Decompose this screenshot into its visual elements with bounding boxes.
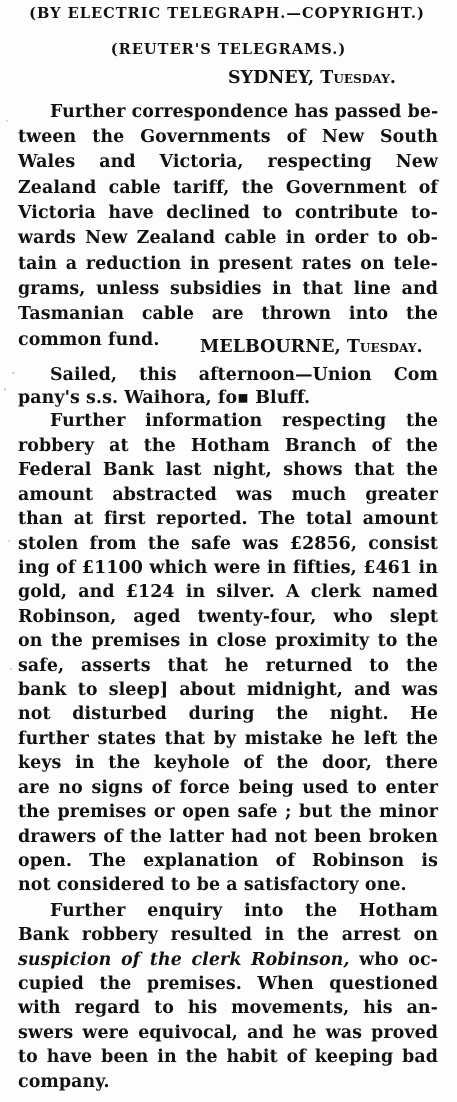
paragraph-line: amount abstracted was much greater <box>18 484 438 505</box>
paragraph-line: gold, and £124 in silver. A clerk named <box>18 582 438 603</box>
line-continuation: who oc- <box>349 949 438 970</box>
paragraph-line: on the premises in close proximity to the <box>18 631 438 652</box>
paragraph-line: are no signs of force being used to enter <box>18 777 438 798</box>
ink-speck <box>12 372 15 374</box>
reuters-heading: (REUTER'S TELEGRAMS.) <box>110 40 347 58</box>
paragraph-line <box>18 948 438 972</box>
paragraph-line: Robinson, aged twenty-four, who slept <box>18 606 438 627</box>
melbourne-dateline: MELBOURNE, Tuesday. <box>200 337 423 358</box>
paragraph-line: to have been in the habit of keeping bad <box>18 1047 438 1068</box>
paragraph-line: swers were equivocal, and he was proved <box>18 1022 438 1043</box>
paragraph-line: pany's s.s. Waihora, fo▪ Bluff. <box>18 388 311 408</box>
paragraph-line: common fund. <box>18 329 160 350</box>
paragraph-line: Further information respecting the <box>50 411 438 432</box>
paragraph-line: keys in the keyhole of the door, there <box>18 753 438 774</box>
paragraph-line: Wales and Victoria, respecting New <box>18 152 438 173</box>
paragraph-line: tween the Governments of New South <box>18 126 438 147</box>
sydney-dateline: SYDNEY, Tuesday. <box>228 67 397 88</box>
paragraph-line: open. The explanation of Robinson is <box>18 850 438 871</box>
paragraph-line: not disturbed during the night. He <box>18 704 438 725</box>
paragraph-line: tain a reduction in present rates on tele- <box>18 253 438 274</box>
paragraph-line: safe, asserts that he returned to the <box>18 655 438 676</box>
paragraph-line: cupied the premises. When questioned <box>18 973 438 994</box>
paragraph-line: Zealand cable tariff, the Government of <box>18 177 438 198</box>
paragraph-line: ing of £1100 which were in fifties, £461 in <box>18 557 438 578</box>
paragraph-line: with regard to his movements, his an- <box>18 998 438 1019</box>
paragraph-line: company. <box>18 1071 110 1092</box>
copyright-heading: (BY ELECTRIC TELEGRAPH.—COPYRIGHT.) <box>29 4 425 22</box>
paragraph-line: Sailed, this afternoon—Union Com <box>50 364 438 385</box>
ink-speck <box>10 668 12 670</box>
paragraph-line: Tasmanian cable are thrown into the <box>18 304 438 325</box>
paragraph-line: drawers of the latter had not been broken <box>18 826 438 847</box>
paragraph-line: Federal Bank last night, shows that the <box>18 460 438 481</box>
italic-phrase: suspicion of the clerk Robinson, <box>18 949 350 970</box>
ink-speck <box>4 388 6 391</box>
paragraph-line: Further enquiry into the Hotham <box>50 900 438 921</box>
ink-speck <box>6 120 8 122</box>
paragraph-line: further states that by mistake he left the <box>18 728 438 749</box>
paragraph-line: Further correspondence has passed be- <box>50 101 439 122</box>
paragraph-line: not considered to be a satisfactory one. <box>18 875 407 896</box>
paragraph-line: grams, unless subsidies in that line and <box>18 279 438 299</box>
paragraph-line: robbery at the Hotham Branch of the <box>18 435 438 456</box>
paragraph-line: wards New Zealand cable in order to ob- <box>18 228 438 249</box>
ink-speck <box>8 540 10 542</box>
paragraph-line: than at first reported. The total amount <box>18 509 438 530</box>
paragraph-line: the premises or open safe ; but the minor <box>18 802 438 823</box>
paragraph-line: Victoria have declined to contribute to- <box>18 203 438 223</box>
paragraph-line: stolen from the safe was £2856, consist <box>18 533 438 554</box>
paragraph-line: Bank robbery resulted in the arrest on <box>18 925 438 946</box>
paragraph-line: bank to sleep] about midnight, and was <box>18 680 438 700</box>
